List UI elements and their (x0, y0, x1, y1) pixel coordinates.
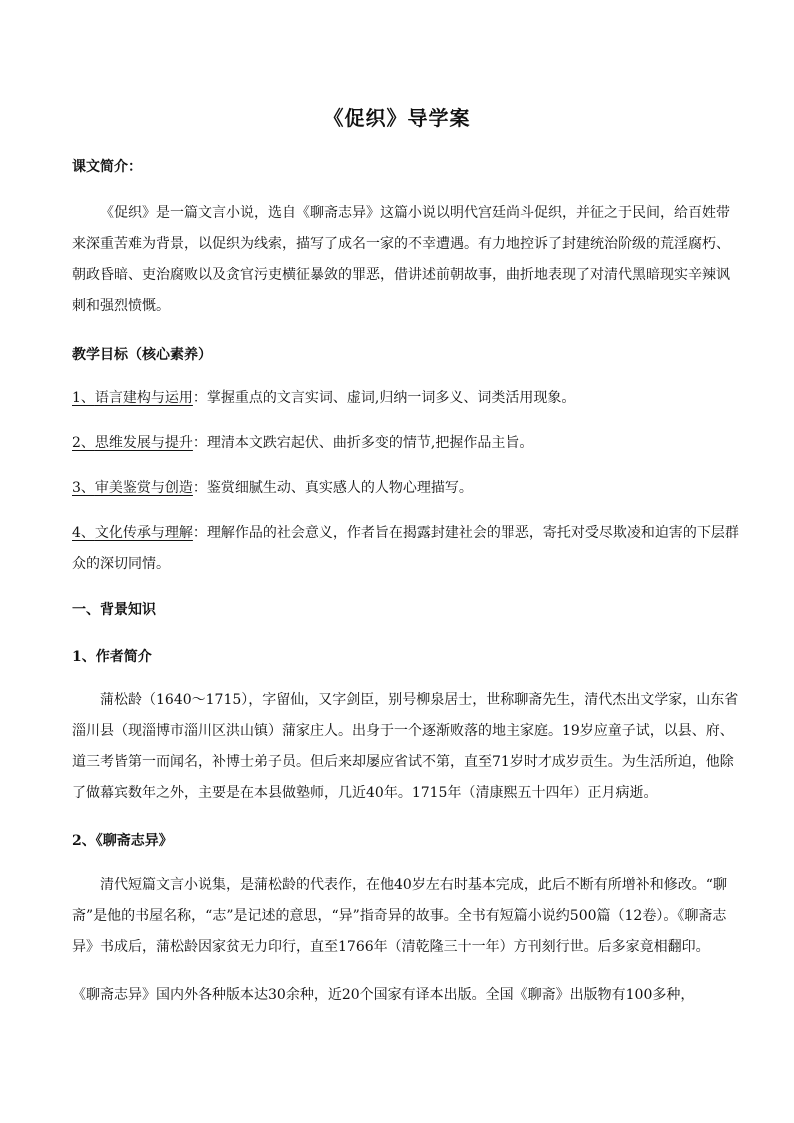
intro-paragraph: 《促织》是一篇文言小说，选自《聊斋志异》这篇小说以明代宫廷尚斗促织，并征之于民间，给百姓带来深重苦难为背景，以促织为线索，描写了成名一家的不幸遭遇。有力地控诉了封建统治阶级的荒淫腐朽、朝政昏暗、吏治腐败以及贪官污吏横征暴敛的罪恶，借讲述前朝故事，曲折地表现了对清代黑暗现实辛辣讽刺和强烈愤慨。 (72, 205, 730, 314)
goal-number: 1、 (72, 390, 95, 406)
goal-separator: ： (192, 390, 207, 406)
goal-number: 3、 (72, 480, 95, 496)
goal-item-4 (72, 518, 740, 580)
book-paragraph-1: 清代短篇文言小说集，是蒲松龄的代表作，在他40岁左右时基本完成，此后不断有所增补和修改。“聊斋”是他的书屋名称，“志”是记述的意思，“异”指奇异的故事。全书有短篇小说约500篇（12卷）。《聊斋志异》书成后，蒲松龄因家贫无力印行，直至1766年（清乾隆三十一年）方刊刻行世。后多家竟相翻印。 (72, 877, 727, 955)
goal-label: 思维发展与提升 (94, 435, 193, 451)
goal-separator: ： (192, 480, 207, 496)
goal-text: 理解作品的社会意义，作者旨在揭露封建社会的罪恶，寄托对受尽欺凌和迫害的下层群众的深切同情。 (72, 525, 739, 572)
author-heading: 1、作者简介 (72, 649, 152, 665)
goal-text: 理清本文跌宕起伏、曲折多变的情节,把握作品主旨。 (206, 435, 534, 451)
goal-separator: ： (192, 435, 207, 451)
page-title: 《促织》导学案 (323, 106, 471, 130)
goal-label: 审美鉴赏与创造 (94, 480, 193, 496)
goal-item-3 (72, 473, 740, 504)
intro-heading: 课文简介： (72, 159, 142, 175)
goal-label: 语言建构与运用 (94, 390, 193, 406)
goal-number: 4、 (72, 525, 95, 541)
book-paragraph-2: 《聊斋志异》国内外各种版本达30余种，近20个国家有译本出版。全国《聊斋》出版物有100多种， (72, 987, 695, 1003)
goal-text: 鉴赏细腻生动、真实感人的人物心理描写。 (206, 480, 473, 496)
book-heading: 2、《聊斋志异》 (72, 833, 173, 849)
goal-item-2 (72, 428, 740, 459)
background-heading: 一、背景知识 (72, 602, 156, 618)
goal-item-1 (72, 383, 740, 414)
author-paragraph: 蒲松龄（1640～1715），字留仙，又字剑臣，别号柳泉居士，世称聊斋先生，清代杰出文学家，山东省淄川县（现淄博市淄川区洪山镇）蒲家庄人。出身于一个逐渐败落的地主家庭。19岁应童子试，以县、府、道三考皆第一而闻名，补博士弟子员。但后来却屡应省试不第，直至71岁时才成岁贡生。为生活所迫，他除了做幕宾数年之外，主要是在本县做塾师，几近40年。1715年（清康熙五十四年）正月病逝。 (72, 692, 739, 801)
goal-text: 掌握重点的文言实词、虚词,归纳一词多义、词类活用现象。 (206, 390, 576, 406)
goal-separator: ： (192, 525, 207, 541)
goals-heading: 教学目标（核心素养） (72, 347, 212, 363)
goal-number: 2、 (72, 435, 95, 451)
goal-label: 文化传承与理解 (94, 525, 193, 541)
